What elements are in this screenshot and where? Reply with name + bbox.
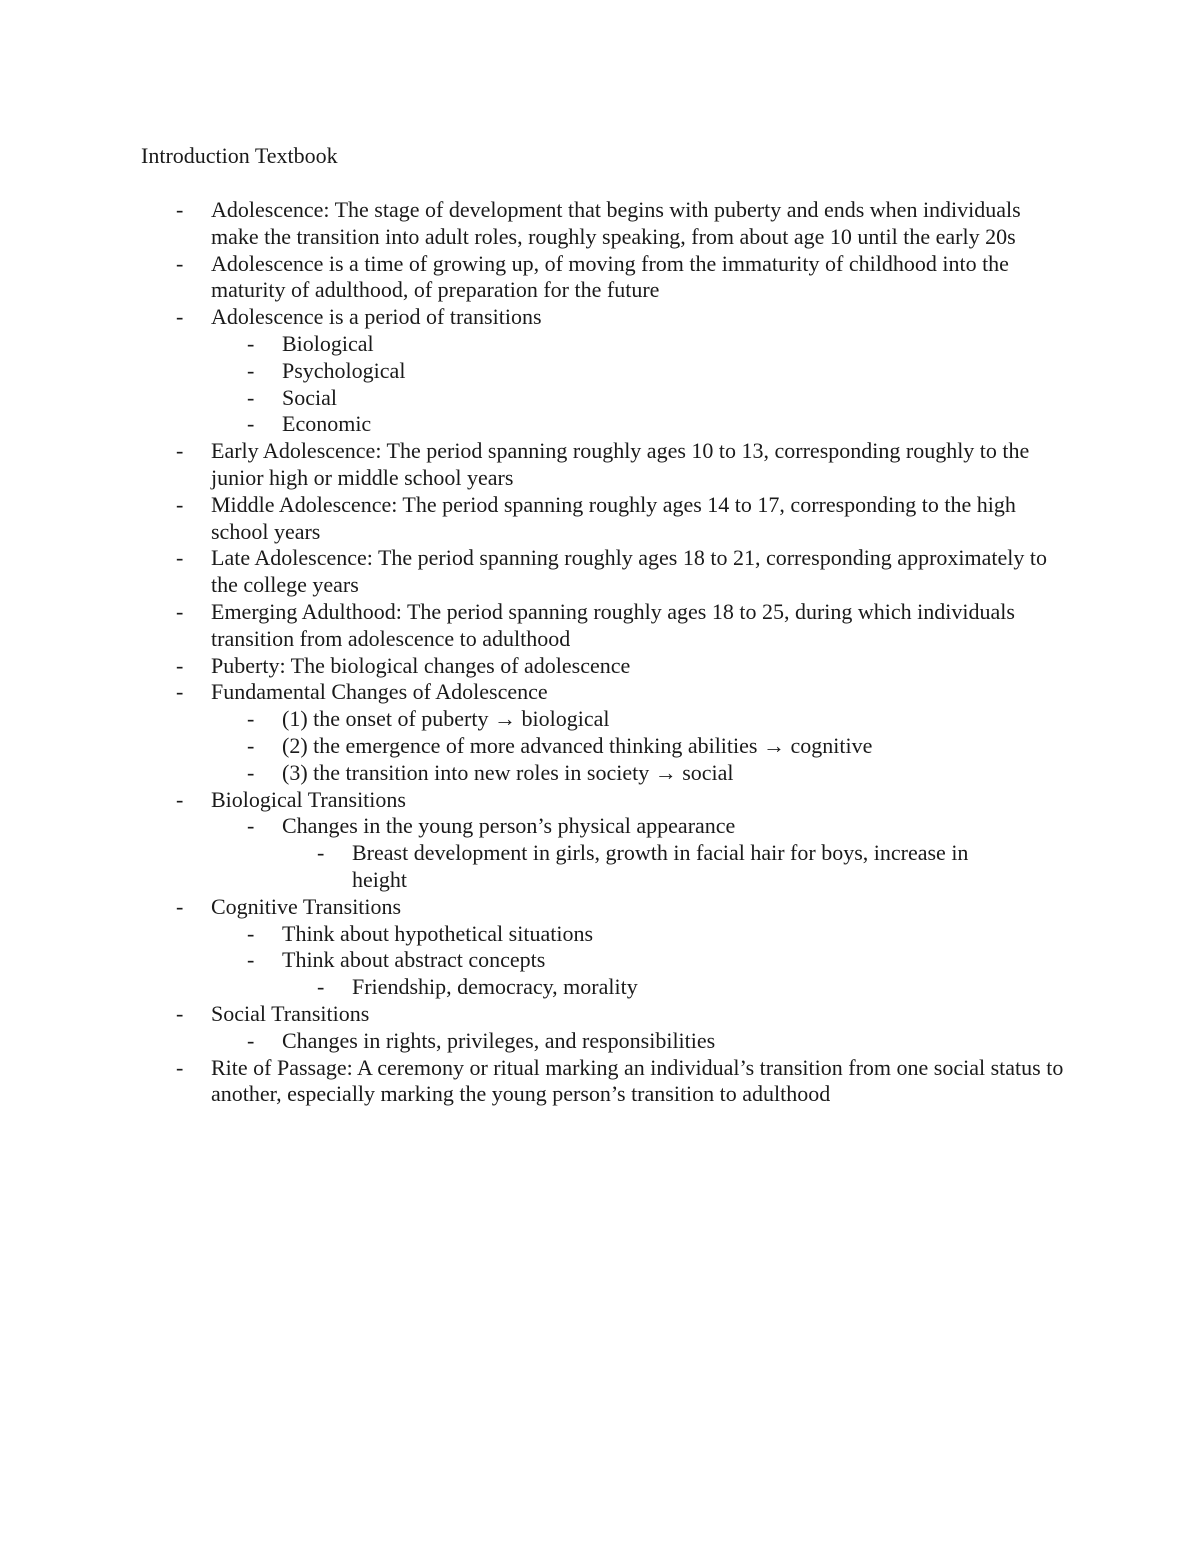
list-item-level-1 [0,787,1071,814]
outline-list [0,197,1200,1108]
bullet-dash: - [247,920,255,946]
list-item-text: Fundamental Changes of Adolescence [211,679,548,705]
list-item-text: Middle Adolescence: The period spanning roughly ages 14 to 17, corresponding to the high school years [211,491,1016,544]
sub-list-level-2 [0,331,1200,438]
list-item-level-2 [0,733,1071,760]
list-item-level-1 [0,438,1071,492]
notes-list-container [0,197,1200,1108]
sub-list-level-3 [0,840,1200,894]
bullet-dash: - [247,732,255,758]
list-item-level-2 [0,411,1071,438]
list-item-level-1 [0,1001,1071,1028]
bullet-dash: - [317,974,325,1000]
sub-list-wrapper [0,840,1200,894]
bullet-dash: - [176,786,184,812]
list-item-level-1 [0,492,1071,546]
list-item-text: Adolescence is a period of transitions [211,304,542,330]
list-item-level-1 [0,545,1071,599]
bullet-dash: - [176,1000,184,1026]
list-item-level-1 [0,653,1071,680]
bullet-dash: - [247,330,255,356]
bullet-dash: - [317,840,325,866]
bullet-dash: - [247,947,255,973]
list-item-level-3 [0,974,1022,1001]
list-item-text: Puberty: The biological changes of adolescence [211,652,631,678]
list-item-text: (1) the onset of puberty → biological [282,706,610,732]
list-item-text: Early Adolescence: The period spanning roughly ages 10 to 13, corresponding roughly to the junior high or middle school years [211,438,1030,490]
list-item-text: Think about abstract concepts [282,947,546,973]
sub-list-wrapper [0,706,1200,786]
sub-list-level-2 [0,921,1200,1001]
bullet-dash: - [176,491,184,517]
list-item-level-1 [0,599,1071,653]
list-item-level-2 [0,1028,1071,1055]
bullet-dash: - [176,1054,184,1080]
list-item-text: (3) the transition into new roles in society → social [282,759,734,785]
list-item-text: Biological Transitions [211,786,406,812]
list-item-text: Late Adolescence: The period spanning roughly ages 18 to 21, corresponding approximately to the college years [211,545,1047,598]
bullet-dash: - [247,813,255,839]
sub-list-wrapper [0,813,1200,893]
sub-list-wrapper [0,921,1200,1001]
sub-list-wrapper [0,1028,1200,1055]
bullet-dash: - [176,679,184,705]
bullet-dash: - [176,652,184,678]
bullet-dash: - [176,438,184,464]
list-item-level-2 [0,760,1071,787]
list-item-level-2 [0,331,1071,358]
list-item-level-3 [0,840,1022,894]
bullet-dash: - [247,411,255,437]
list-item-level-2 [0,358,1071,385]
bullet-dash: - [247,759,255,785]
bullet-dash: - [247,1027,255,1053]
bullet-dash: - [176,598,184,624]
list-item-level-1 [0,251,1071,305]
document-title: Introduction Textbook [141,143,338,168]
list-item-text: Adolescence is a time of growing up, of moving from the immaturity of childhood into the maturity of adulthood, of preparation for the future [211,250,1009,303]
bullet-dash: - [247,706,255,732]
list-item-text: Economic [282,411,372,437]
list-item-text: Emerging Adulthood: The period spanning roughly ages 18 to 25, during which individuals transition from adolescence to adulthood [211,598,1015,651]
bullet-dash: - [176,893,184,919]
list-item-text: Cognitive Transitions [211,893,402,919]
list-item-text: Rite of Passage: A ceremony or ritual marking an individual’s transition from one social status to another, especially marking the young person’s transition to adulthood [211,1054,1064,1107]
list-item-level-1 [0,1055,1071,1109]
sub-list-wrapper [0,331,1200,438]
list-item-text: Friendship, democracy, morality [352,974,638,1000]
bullet-dash: - [176,545,184,571]
list-item-level-1 [0,679,1071,706]
list-item-text: Social [282,384,337,410]
list-item-text: Breast development in girls, growth in facial hair for boys, increase in height [352,840,969,892]
bullet-dash: - [247,384,255,410]
bullet-dash: - [176,304,184,330]
list-item-text: Changes in rights, privileges, and responsibilities [282,1027,716,1053]
list-item-level-2 [0,921,1071,948]
list-item-text: Psychological [282,357,406,383]
list-item-text: Adolescence: The stage of development that begins with puberty and ends when individuals make the transition into adult roles, roughly speaking, from about age 10 until the early 20s [211,197,1021,249]
list-item-level-2 [0,385,1071,412]
list-item-text: Social Transitions [211,1000,370,1026]
list-item-text: Biological [282,330,374,356]
bullet-dash: - [176,197,184,222]
list-item-text: Think about hypothetical situations [282,920,594,946]
list-item-level-2 [0,706,1071,733]
list-item-text: (2) the emergence of more advanced thinking abilities → cognitive [282,732,873,758]
bullet-dash: - [176,250,184,276]
bullet-dash: - [247,357,255,383]
list-item-level-1 [0,894,1071,921]
sub-list-level-2 [0,706,1200,786]
list-item-level-1 [0,304,1071,331]
list-item-level-2 [0,813,1071,840]
sub-list-wrapper [0,974,1200,1001]
list-item-level-1 [0,197,1071,251]
list-item-text: Changes in the young person’s physical appearance [282,813,736,839]
sub-list-level-2 [0,1028,1200,1055]
sub-list-level-3 [0,974,1200,1001]
sub-list-level-2 [0,813,1200,893]
list-item-level-2 [0,947,1071,974]
